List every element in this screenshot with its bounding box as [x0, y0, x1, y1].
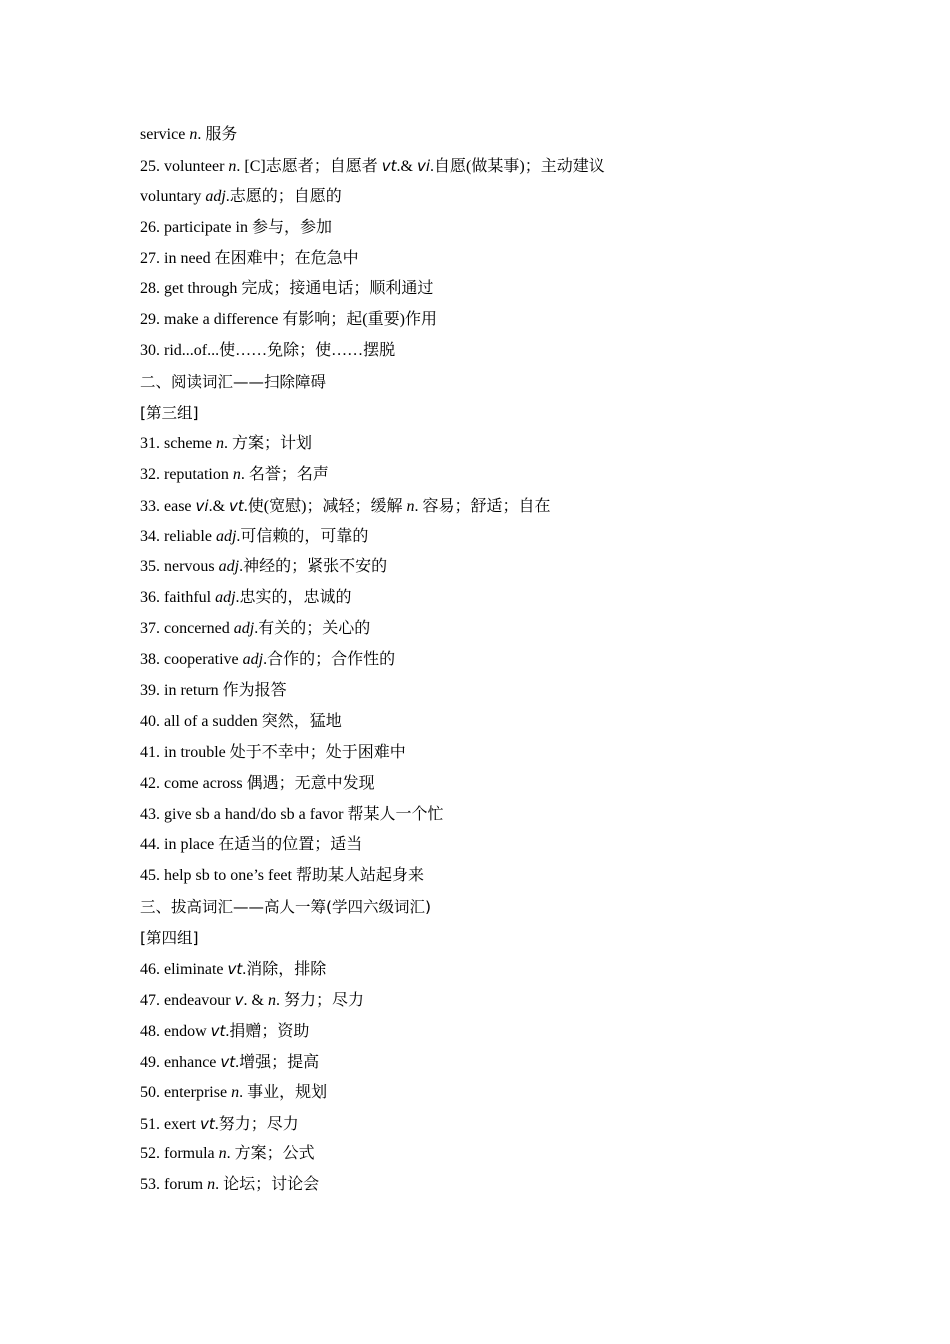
vocab-entry [140, 339, 840, 370]
entry-number: 37. [140, 620, 164, 638]
entry-definition: 突然，猛地 [261, 712, 342, 730]
entry-number: 36. [140, 589, 164, 607]
entry-number: 47. [140, 991, 164, 1009]
vocab-entry [140, 1173, 840, 1204]
part-of-speech: vi [416, 156, 431, 175]
entry-number: 46. [140, 961, 164, 979]
entry-term: scheme [164, 434, 216, 452]
vocab-entry [140, 216, 840, 247]
entry-term: reliable [164, 527, 216, 545]
vocab-entry [140, 247, 840, 278]
entry-number: 50. [140, 1083, 164, 1101]
part-of-speech: n [228, 157, 237, 175]
part-of-speech: vi [195, 496, 209, 515]
entry-number: 41. [140, 743, 164, 761]
entry-definition: . 论坛；讨论会 [215, 1176, 320, 1194]
entry-number: 34. [140, 527, 164, 545]
part-of-speech: adj [218, 558, 240, 576]
entry-definition: 在适当的位置；适当 [218, 836, 363, 854]
section-heading: 三、拔高词汇——高人一筹(学四六级词汇) [140, 898, 432, 917]
entry-term: get through [164, 280, 242, 298]
entry-term: concerned [164, 620, 234, 638]
entry-number: 40. [140, 712, 164, 730]
entry-definition: .捐赠；资助 [225, 1022, 310, 1040]
entry-definition: . 服务 [197, 126, 238, 143]
entry-term: endeavour [164, 991, 235, 1009]
vocab-entry [140, 617, 840, 648]
entry-definition: 使……免除；使……摆脱 [219, 342, 396, 360]
entry-number: 48. [140, 1022, 164, 1040]
section-heading: 二、阅读词汇——扫除障碍 [140, 373, 327, 392]
part-of-speech: vt [220, 1052, 236, 1071]
vocab-entry [140, 772, 840, 803]
entry-number: 29. [140, 311, 164, 329]
entry-definition: .神经的；紧张不安的 [239, 558, 388, 576]
entry-term: formula [164, 1145, 219, 1163]
vocab-entry [140, 123, 840, 154]
part-of-speech: n [189, 126, 198, 143]
vocab-entry [140, 803, 840, 834]
vocab-entry [140, 525, 840, 556]
vocab-entry [140, 957, 840, 988]
entry-definition: . 名誉；名声 [240, 465, 329, 483]
entry-definition: .& [208, 497, 230, 515]
entry-number: 31. [140, 434, 164, 452]
entry-term: reputation [164, 465, 233, 483]
vocab-entry [140, 463, 840, 494]
part-of-speech: adj [215, 589, 236, 607]
entry-term: service [140, 126, 190, 143]
entry-number: 27. [140, 249, 164, 267]
vocab-entry [140, 555, 840, 586]
entry-definition: .自愿(做某事)；主动建议 [430, 157, 605, 175]
part-of-speech: adj [215, 527, 237, 545]
vocab-entry [140, 1081, 840, 1112]
entry-number: 53. [140, 1176, 164, 1194]
entry-definition: .忠实的，忠诚的 [235, 589, 352, 607]
entry-definition: .志愿的；自愿的 [225, 187, 342, 205]
entry-number: 26. [140, 218, 164, 236]
entry-definition: . 容易；舒适；自在 [414, 497, 551, 515]
vocab-entry [140, 833, 840, 864]
entry-definition: . 方案；计划 [223, 434, 312, 452]
entry-number: 33. [140, 497, 164, 515]
group-label: [第四组] [140, 929, 199, 948]
entry-definition: 参与，参加 [251, 218, 332, 236]
entry-number: 51. [140, 1115, 164, 1133]
vocab-entry [140, 154, 840, 185]
entry-definition: . 方案；公式 [226, 1145, 315, 1163]
entry-number: 44. [140, 836, 164, 854]
entry-number: 30. [140, 342, 164, 360]
vocab-entry [140, 308, 840, 339]
part-of-speech: n [231, 1083, 240, 1101]
entry-term: enterprise [164, 1083, 232, 1101]
part-of-speech: n [215, 434, 224, 452]
entry-definition: .合作的；合作性的 [263, 651, 396, 669]
entry-term: cooperative [164, 651, 243, 669]
vocab-entry [140, 741, 840, 772]
vocab-entry [140, 864, 840, 895]
part-of-speech: vt [227, 960, 243, 979]
vocab-entry [140, 648, 840, 679]
entry-definition: . 事业，规划 [239, 1083, 328, 1101]
entry-definition: 偶遇；无意中发现 [246, 774, 375, 792]
entry-definition: .消除，排除 [242, 961, 327, 979]
vocab-entry [140, 185, 840, 216]
entry-definition: 在困难中；在危急中 [214, 249, 359, 267]
entry-number: 25. [140, 157, 164, 175]
entry-definition: 作为报答 [222, 682, 287, 700]
entry-definition: .使(宽慰)；减轻；缓解 [243, 497, 407, 515]
part-of-speech: vt [210, 1021, 226, 1040]
entry-term: come across [164, 774, 247, 792]
entry-term: volunteer [164, 157, 229, 175]
vocab-entry [140, 1112, 840, 1143]
entry-term: enhance [164, 1053, 221, 1071]
entry-term: in trouble [164, 743, 230, 761]
entry-definition: 帮助某人站起身来 [295, 867, 424, 885]
entry-term: in return [164, 682, 223, 700]
part-of-speech: vt [229, 496, 244, 515]
part-of-speech: adj [242, 651, 264, 669]
entry-number: 28. [140, 280, 164, 298]
entry-number: 38. [140, 651, 164, 669]
entry-number: 43. [140, 805, 164, 823]
vocab-entry [140, 1050, 840, 1081]
entry-definition: 有影响；起(重要)作用 [282, 311, 437, 329]
vocab-entry [140, 494, 840, 525]
vocab-entry [140, 1142, 840, 1173]
entry-definition: 处于不幸中；处于困难中 [229, 743, 406, 761]
entry-term: endow [164, 1022, 211, 1040]
entry-definition: . 努力；尽力 [275, 991, 364, 1009]
part-of-speech: adj [233, 620, 255, 638]
entry-term: forum [164, 1176, 208, 1194]
part-of-speech: n [218, 1145, 227, 1163]
entry-term: help sb to one’s feet [164, 867, 296, 885]
vocab-entry [140, 710, 840, 741]
vocab-entry [140, 988, 840, 1019]
document-page [140, 123, 840, 1204]
part-of-speech: n [207, 1176, 216, 1194]
vocab-entry [140, 432, 840, 463]
entry-term: ease [164, 497, 196, 515]
vocab-entry [140, 586, 840, 617]
entry-term: eliminate [164, 961, 228, 979]
entry-number: 45. [140, 867, 164, 885]
vocab-entry [140, 1019, 840, 1050]
entry-term: voluntary [140, 187, 206, 205]
part-of-speech: adj [205, 187, 226, 205]
entry-term: faithful [164, 589, 216, 607]
part-of-speech: n [232, 465, 241, 483]
entry-definition: . & [243, 991, 268, 1009]
part-of-speech: vt [381, 156, 397, 175]
part-of-speech: n [406, 497, 415, 515]
entry-definition: .有关的；关心的 [254, 620, 371, 638]
entry-number: 42. [140, 774, 164, 792]
entry-term: participate in [164, 218, 252, 236]
entry-term: in place [164, 836, 219, 854]
part-of-speech: v [234, 990, 244, 1009]
group-label: [第三组] [140, 404, 199, 423]
entry-definition: .努力；尽力 [214, 1115, 299, 1133]
entry-term: in need [164, 249, 215, 267]
entry-number: 49. [140, 1053, 164, 1071]
entry-term: rid...of... [164, 342, 220, 360]
entry-term: all of a sudden [164, 712, 262, 730]
entry-definition: .增强；提高 [235, 1053, 320, 1071]
entry-definition: 帮某人一个忙 [347, 805, 444, 823]
entry-definition: .& [396, 157, 417, 175]
part-of-speech: vt [199, 1114, 215, 1133]
vocab-entry [140, 277, 840, 308]
entry-term: give sb a hand/do sb a favor [164, 805, 348, 823]
entry-number: 39. [140, 682, 164, 700]
entry-number: 52. [140, 1145, 164, 1163]
entry-definition: .可信赖的，可靠的 [236, 527, 369, 545]
entry-number: 35. [140, 558, 164, 576]
entry-definition: . [C]志愿者；自愿者 [236, 157, 382, 175]
entry-term: nervous [164, 558, 219, 576]
entry-definition: 完成；接通电话；顺利通过 [241, 280, 434, 298]
entry-term: exert [164, 1115, 200, 1133]
entry-number: 32. [140, 465, 164, 483]
part-of-speech: n [267, 991, 276, 1009]
vocab-entry [140, 679, 840, 710]
entry-term: make a difference [164, 311, 283, 329]
